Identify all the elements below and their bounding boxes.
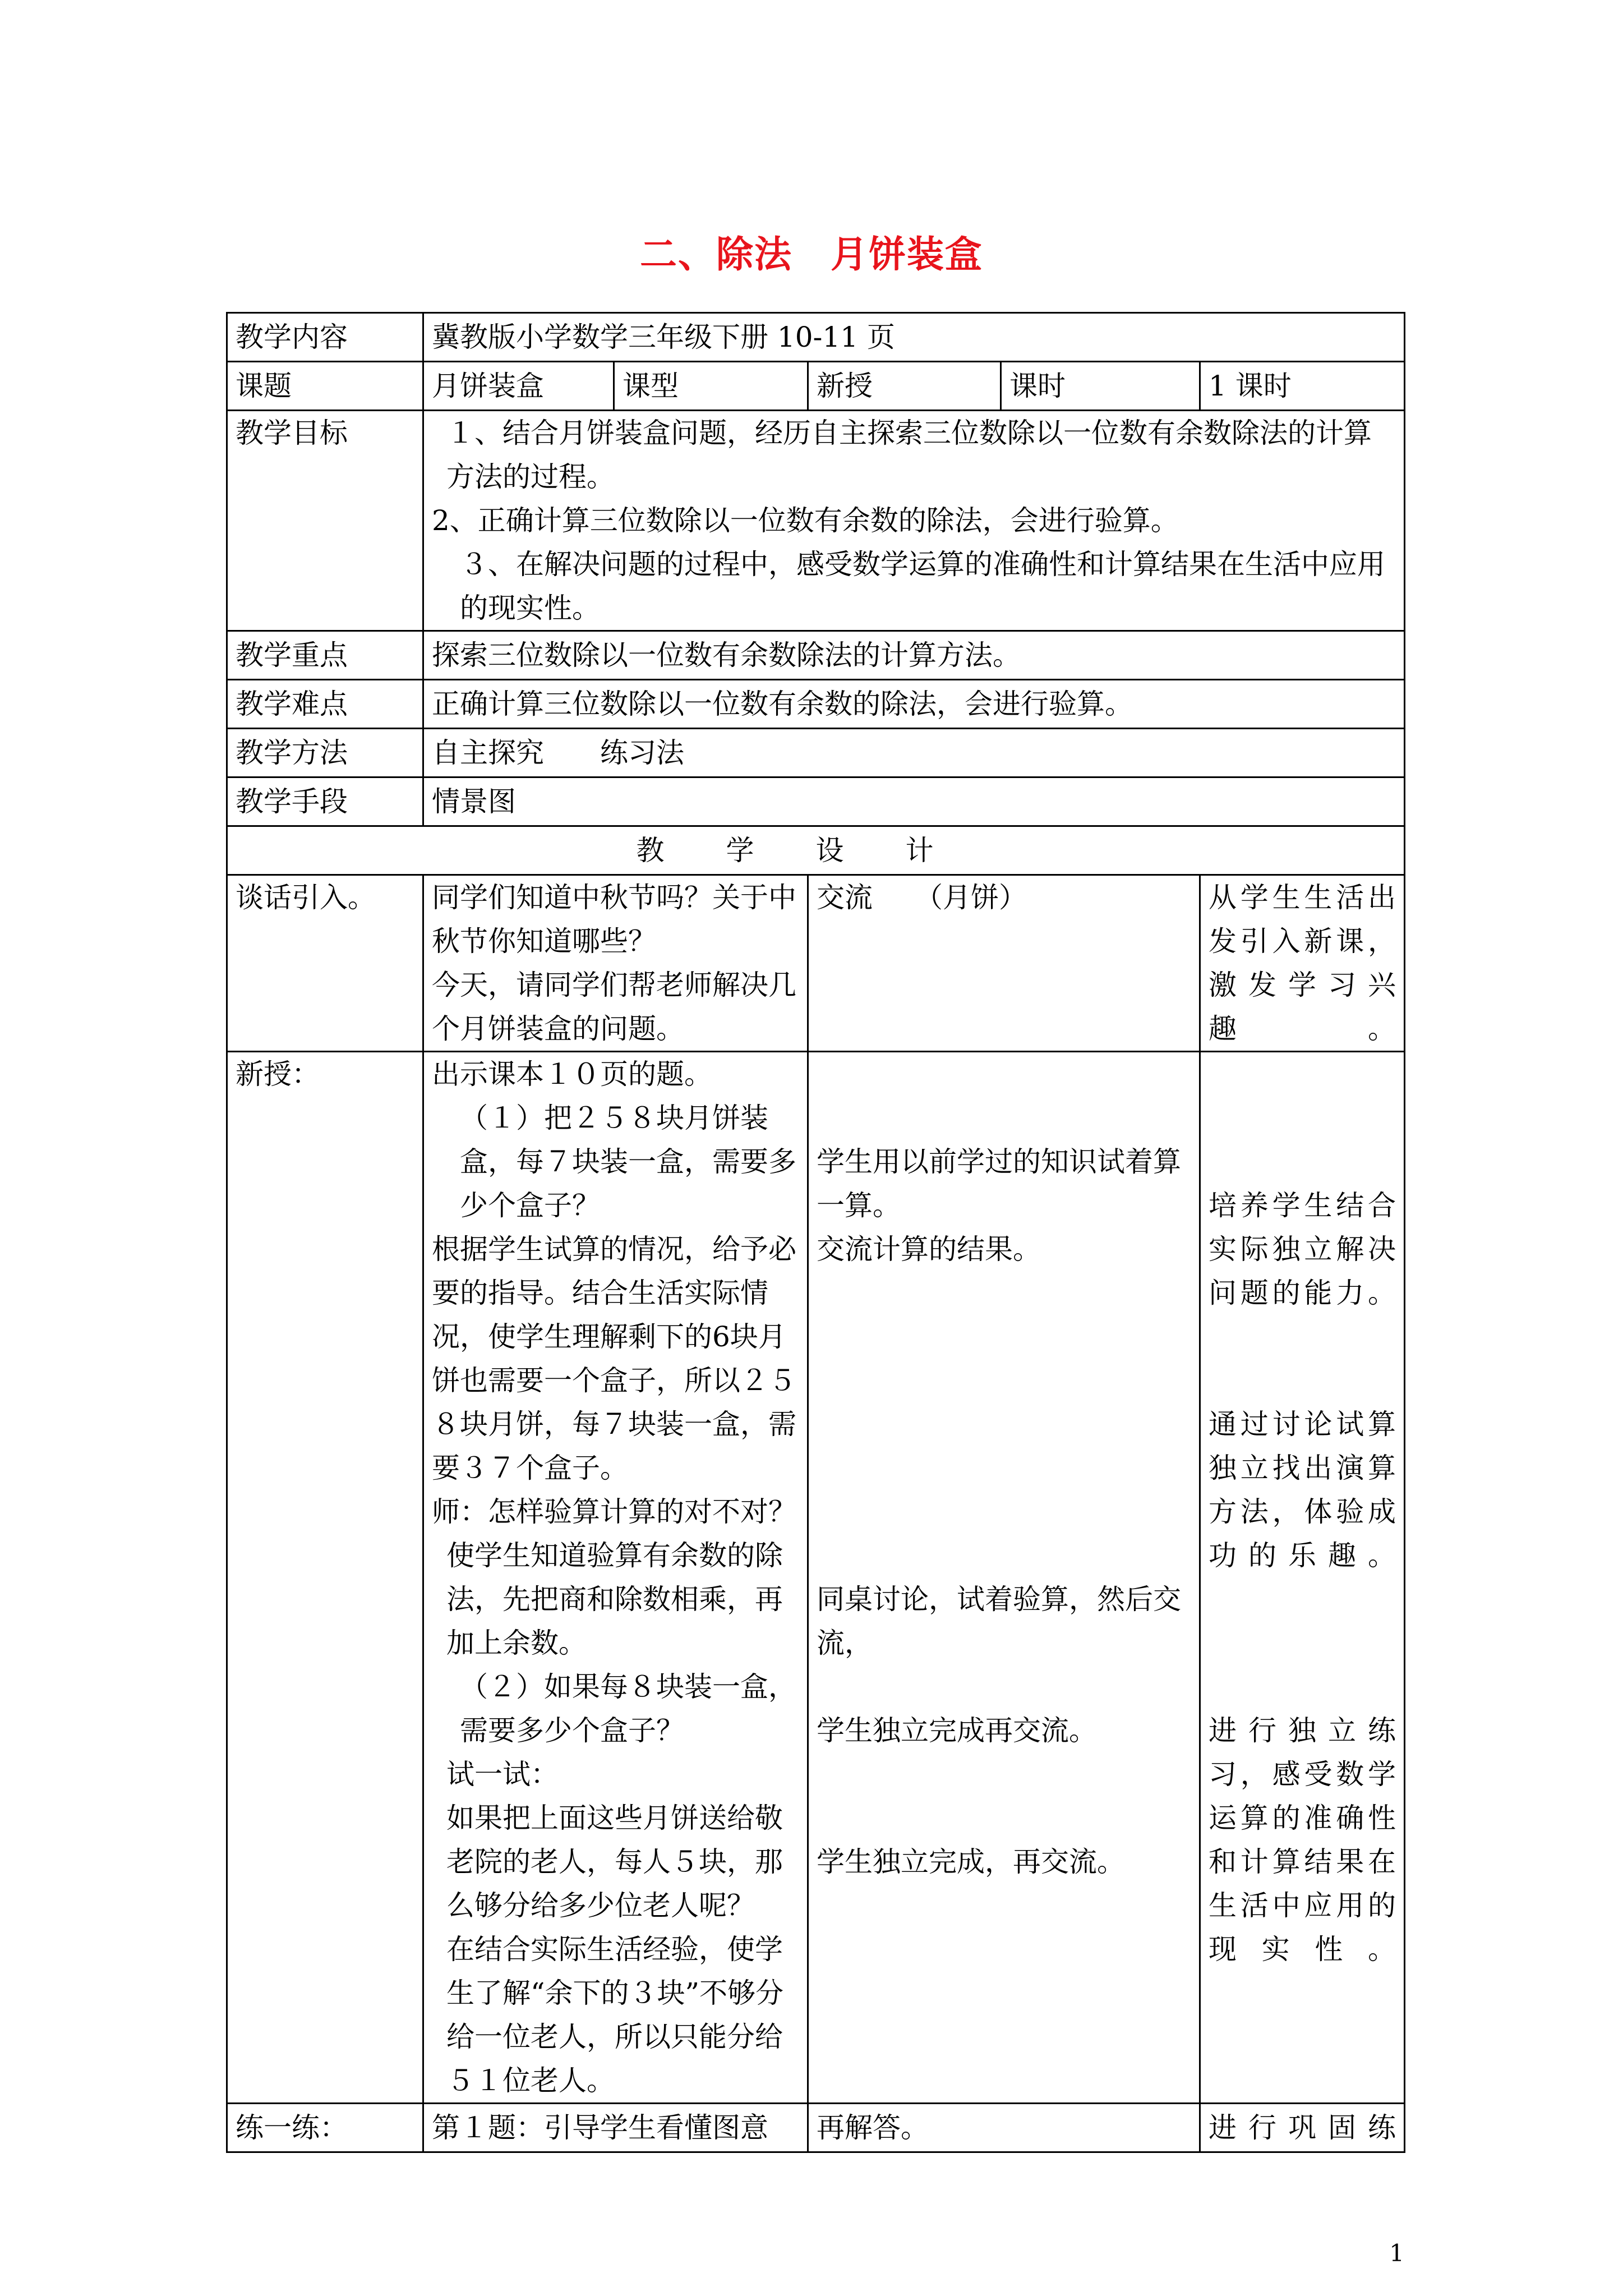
- label-topic: 课题: [227, 362, 423, 411]
- row-difficulty: [227, 680, 1405, 729]
- value-teaching-means: 情景图: [423, 777, 1405, 826]
- student-text: 学生用以前学过的知识试着算一算。: [817, 1145, 1181, 1222]
- row-practice: [227, 2104, 1405, 2152]
- student-intro: 交流 （月饼）: [808, 875, 1200, 1052]
- row-intro: [227, 875, 1405, 1052]
- label-lesson-type: 课型: [614, 362, 808, 411]
- teacher-practice: 第１题：引导学生看懂图意: [423, 2104, 808, 2152]
- row-teaching-means: [227, 777, 1405, 826]
- page-number: 1: [1389, 2239, 1404, 2267]
- label-key-point: 教学重点: [227, 631, 423, 680]
- teacher-text: 今天，请同学们帮老师解决几个月饼装盒的问题。: [432, 969, 796, 1045]
- student-new: [808, 1052, 1200, 2104]
- value-key-point: 探索三位数除以一位数有余数除法的计算方法。: [423, 631, 1405, 680]
- row-teaching-goals: [227, 411, 1405, 631]
- label-teaching-content: 教学内容: [227, 313, 423, 362]
- label-lesson-hours: 课时: [1001, 362, 1200, 411]
- value-teaching-method: 自主探究 练习法: [423, 729, 1405, 777]
- teacher-text: 如果把上面这些月饼送给敬老院的老人，每人５块，那么够分给多少位老人呢？: [446, 1802, 783, 1922]
- value-lesson-hours: 1 课时: [1200, 362, 1405, 411]
- lesson-plan-table: [226, 312, 1405, 2153]
- row-design-header: [227, 826, 1405, 875]
- goal-item: １、结合月饼装盒问题，经历自主探索三位数除以一位数有余数除法的计算方法的过程。: [446, 417, 1372, 493]
- purpose-text: 通过讨论试算独立找出演算方法，体验成功的乐趣。: [1209, 1408, 1396, 1572]
- design-header: [227, 826, 1405, 875]
- teacher-text: 师：怎样验算计算的对不对？: [432, 1496, 796, 1528]
- row-key-point: [227, 631, 1405, 680]
- teacher-text: （２）如果每８块装一盒，需要多少个盒子？: [460, 1671, 796, 1747]
- value-topic: 月饼装盒: [423, 362, 614, 411]
- teacher-text: 试一试：: [446, 1758, 559, 1791]
- value-teaching-content: 冀教版小学数学三年级下册 10-11 页: [423, 313, 1405, 362]
- purpose-text: 培养学生结合实际独立解决问题的能力。: [1209, 1189, 1396, 1309]
- teacher-text: 出示课本１０页的题。: [432, 1058, 712, 1091]
- student-text: 交流计算的结果。: [817, 1233, 1041, 1266]
- teacher-text: 在结合实际生活经验，使学生了解“余下的３块”不够分给一位老人，所以只能分给５１位老人。: [446, 1933, 784, 2097]
- purpose-practice: 进行巩固练: [1200, 2104, 1405, 2152]
- label-teaching-method: 教学方法: [227, 729, 423, 777]
- purpose-text: 进行独立练习，感受数学运算的准确性和计算结果在生活中应用的现实性。: [1209, 1714, 1396, 1966]
- purpose-new: [1200, 1052, 1405, 2104]
- student-text: 同桌讨论，试着验算，然后交流，: [817, 1583, 1181, 1659]
- goal-item: ３、在解决问题的过程中，感受数学运算的准确性和计算结果在生活中应用的现实性。: [460, 548, 1385, 624]
- row-teaching-content: [227, 313, 1405, 362]
- student-practice: 再解答。: [808, 2104, 1200, 2152]
- stage-intro: 谈话引入。: [227, 875, 423, 1052]
- value-teaching-goals: [423, 411, 1405, 631]
- purpose-intro: 从学生生活出发引入新课，激发学习兴趣。: [1200, 875, 1405, 1052]
- page-title: 二、除法 月饼装盒: [640, 232, 983, 276]
- teacher-text: 同学们知道中秋节吗？关于中秋节你知道哪些？: [432, 881, 796, 958]
- stage-practice: 练一练：: [227, 2104, 423, 2152]
- row-new-lesson: [227, 1052, 1405, 2104]
- student-text: 学生独立完成再交流。: [817, 1714, 1097, 1747]
- label-teaching-means: 教学手段: [227, 777, 423, 826]
- label-difficulty: 教学难点: [227, 680, 423, 729]
- stage-new: 新授：: [227, 1052, 423, 2104]
- teacher-text: 根据学生试算的情况，给予必要的指导。结合生活实际情况，使学生理解剩下的6块月饼也需要一个盒子，所以２５８块月饼，每７块装一盒，需要３７个盒子。: [432, 1233, 796, 1484]
- design-header-text: 教学设计: [636, 834, 995, 867]
- goal-item: 2、正确计算三位数除以一位数有余数的除法，会进行验算。: [432, 504, 1179, 537]
- row-topic: [227, 362, 1405, 411]
- teacher-text: （１）把２５８块月饼装盒，每７块装一盒，需要多少个盒子？: [460, 1102, 796, 1222]
- value-difficulty: 正确计算三位数除以一位数有余数的除法，会进行验算。: [423, 680, 1405, 729]
- teacher-new: [423, 1052, 808, 2104]
- student-text: 学生独立完成，再交流。: [817, 1846, 1125, 1878]
- teacher-intro: [423, 875, 808, 1052]
- row-teaching-method: [227, 729, 1405, 777]
- label-teaching-goals: 教学目标: [227, 411, 423, 631]
- value-lesson-type: 新授: [808, 362, 1001, 411]
- teacher-text: 使学生知道验算有余数的除法，先把商和除数相乘，再加上余数。: [446, 1539, 783, 1659]
